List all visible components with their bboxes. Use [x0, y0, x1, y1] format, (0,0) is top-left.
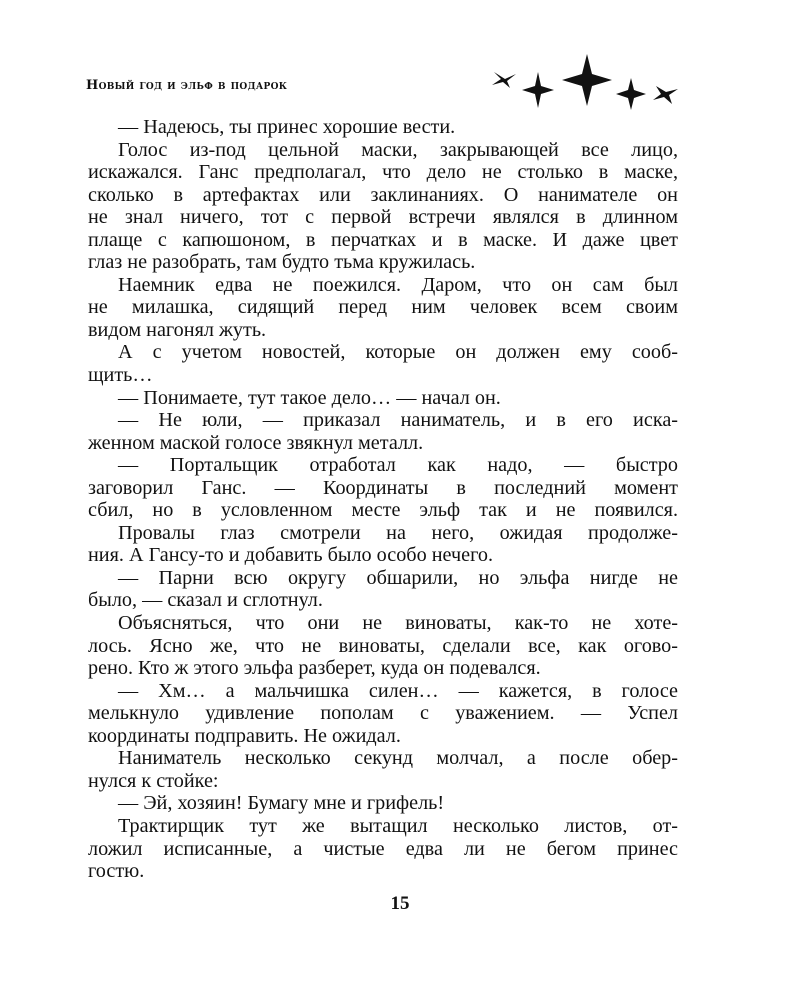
text-line: — Портальщик отработал как надо, — быстро: [118, 454, 678, 477]
text-line: — Понимаете, тут такое дело… — начал он.: [118, 386, 501, 409]
star-medium-1: [522, 72, 554, 108]
text-line: мелькнуло удивление пополам с уважением. — Успел: [88, 702, 678, 725]
text-line: координаты подправить. Не ожидал.: [88, 724, 401, 747]
text-line: лось. Ясно же, что не виноваты, сделали все, как огово-: [88, 634, 678, 657]
text-line: Провалы глаз смотрели на него, ожидая продолже-: [118, 521, 678, 544]
text-line: плаще с капюшоном, в перчатках и в маске. И даже цвет: [88, 228, 678, 251]
star-small-left: [492, 72, 516, 88]
page-number: 15: [390, 893, 410, 914]
text-line: Трактирщик тут же вытащил несколько листов, от-: [118, 814, 678, 837]
text-line: Голос из-под цельной маски, закрывающей все лицо,: [118, 138, 678, 161]
body-text: [88, 116, 678, 883]
star-large: [562, 54, 612, 106]
stars-decoration-icon: [488, 54, 682, 110]
text-line: гостю.: [88, 860, 145, 883]
text-line: сколько в артефактах или заклинаниях. О нанимателе он: [88, 183, 678, 206]
text-line: Наемник едва не поежился. Даром, что он сам был: [118, 273, 678, 296]
star-medium-2: [616, 78, 646, 110]
running-header: Новый год и эльф в подарок: [86, 78, 288, 93]
text-line: не знал ничего, тот с первой встречи являлся в длинном: [88, 206, 678, 229]
text-line: Наниматель несколько секунд молчал, а после обер-: [118, 747, 678, 770]
text-line: искажался. Ганс предполагал, что дело не столько в маске,: [88, 161, 678, 184]
text-line: Объясняться, что они не виноваты, как-то не хоте-: [118, 612, 678, 635]
text-line: — Хм… а мальчишка силен… — кажется, в голосе: [118, 679, 678, 702]
text-line: ложил исписанные, а чистые едва ли не бегом принес: [88, 837, 678, 860]
text-line: видом нагонял жуть.: [88, 318, 267, 341]
text-line: нулся к стойке:: [88, 769, 219, 792]
text-line: глаз не разобрать, там будто тьма кружилась.: [88, 251, 476, 274]
text-line: щить…: [88, 364, 153, 387]
text-line: — Надеюсь, ты принес хорошие вести.: [118, 116, 456, 138]
text-line: заговорил Ганс. — Координаты в последний момент: [88, 476, 678, 499]
text-line: — Не юли, — приказал наниматель, и в его иска-: [118, 409, 678, 432]
text-line: А с учетом новостей, которые он должен ему сооб-: [118, 341, 678, 364]
text-line: — Эй, хозяин! Бумагу мне и грифель!: [118, 792, 445, 815]
star-small-right: [653, 86, 678, 104]
text-line: не милашка, сидящий перед ним человек всем своим: [88, 296, 678, 319]
text-line: ния. А Гансу-то и добавить было особо нечего.: [88, 544, 494, 567]
text-line: рено. Кто ж этого эльфа разберет, куда он подевался.: [88, 657, 541, 680]
text-line: женном маской голосе звякнул металл.: [88, 431, 424, 454]
text-line: было, — сказал и сглотнул.: [88, 589, 323, 612]
text-line: сбил, но в условленном месте эльф так и не появился.: [88, 499, 678, 522]
text-line: — Парни всю округу обшарили, но эльфа нигде не: [118, 566, 678, 589]
